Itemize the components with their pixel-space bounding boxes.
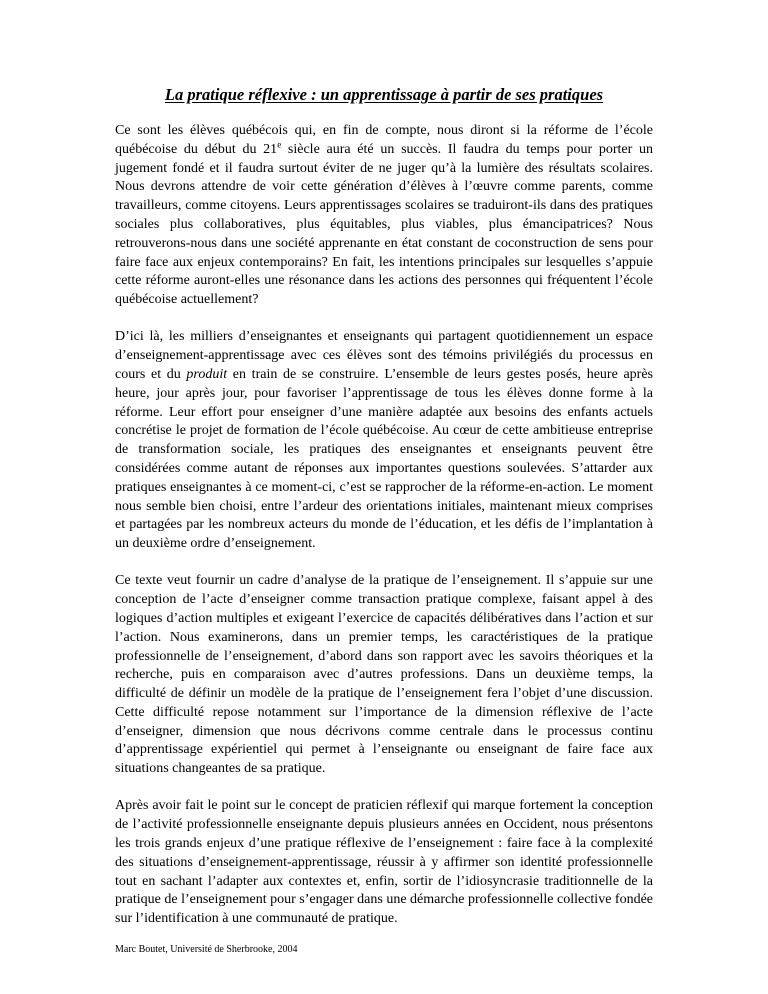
paragraph-3: Ce texte veut fournir un cadre d’analyse de la pratique de l’enseignement. Il s’appuie sur une conception de l’acte d’enseigner comme transaction pratique complexe, faisant appel à des logiques d’action multiples et exigeant l’exercice de capacités délibératives dans l’action et sur l’action. Nous examinerons, dans un premier temps, les caractéristiques de la pratique professionnelle de l’enseignement, d’abord dans son rapport avec les savoirs théoriques et la recherche, puis en comparaison avec d’autres professions. Dans un deuxième temps, la difficulté de définir un modèle de la pratique de l’enseignement fera l’objet d’une discussion. Cette difficulté repose notamment sur l’importance de la dimension réflexive de l’acte d’enseigner, dimension que nous décrivons comme centrale dans le processus continu d’apprentissage expérientiel qui permet à l’enseignante ou enseignant de faire face aux situations changeantes de sa pratique. [115,573,653,777]
page-footer: Marc Boutet, Université de Sherbrooke, 2004 [115,944,298,955]
document-title: La pratique réflexive : un apprentissage à partir de ses pratiques [164,85,604,104]
document-body [115,122,653,947]
paragraph-2-text-b: en train de se construire. L’ensemble de leurs gestes posés, heure après heure, jour après jour, pour favoriser l’apprentissage de tous les élèves donne forme à la réforme. Leur effort pour enseigner d’une manière adaptée aux besoins des enfants actuels concrétise le projet de formation de l’école québécoise. Au cœur de cette ambitieuse entreprise de transformation sociale, les pratiques des enseignantes et enseignants peuvent être considérées comme autant de réponses aux importantes questions soulevées. S’attarder aux pratiques enseignantes à ce moment-ci, c’est se rapprocher de la réforme-en-action. Le moment nous semble bien choisi, entre l’ardeur des orientations initiales, maintenant mieux comprises et partagées par les nombreux acteurs du monde de l’éducation, et les défis de l’implantation à un deuxième ordre d’enseignement. [115,366,653,552]
superscript-e: e [277,139,282,150]
paragraph-4: Après avoir fait le point sur le concept de praticien réflexif qui marque fortement la conception de l’activité professionnelle enseignante depuis plusieurs années en Occident, nous présentons les trois grands enjeux d’une pratique réflexive de l’enseignement : faire face à la complexité des situations d’enseignement-apprentissage, réussir à y affirmer son identité professionnelle tout en sachant l’adapter aux contextes et, enfin, sortir de l’idiosyncrasie traditionnelle de la pratique de l’enseignement pour s’engager dans une démarche professionnelle collective fondée sur l’identification à une communauté de pratique. [115,798,654,927]
paragraph-1 [115,122,653,310]
emphasis-produit: produit [186,366,228,382]
paragraph-2-text-a: D’ici là, les milliers d’enseignantes et enseignants qui partagent quotidiennement un espace d’enseignement-apprentissage avec ces élèves sont des témoins privilégiés du processus en cours et du [115,329,653,382]
paragraph-1-text-b: siècle aura été un succès. Il faudra du temps pour porter un jugement fondé et il faudra surtout éviter de ne juger qu’à la lumière des résultats scolaires. Nous devrons attendre de voir cette génération d’élèves à l’œuvre comme parents, comme travailleurs, comme citoyens. Leurs apprentissages scolaires se traduiront-ils dans des pratiques sociales plus collaboratives, plus équitables, plus viables, plus émancipatrices? Nous retrouverons-nous dans une société apprenante en état constant de coconstruction de sens pour faire face aux enjeux contemporains? En fait, les intentions principales sur lesquelles s’appuie cette réforme auront-elles une résonance dans les actions des personnes qui fréquentent l’école québécoise actuellement? [115,141,653,308]
paragraph-2 [115,328,653,554]
paragraph-1-text-a: Ce sont les élèves québécois qui, en fin de compte, nous diront si la réforme de l’école québécoise du début du 21 [115,123,653,157]
